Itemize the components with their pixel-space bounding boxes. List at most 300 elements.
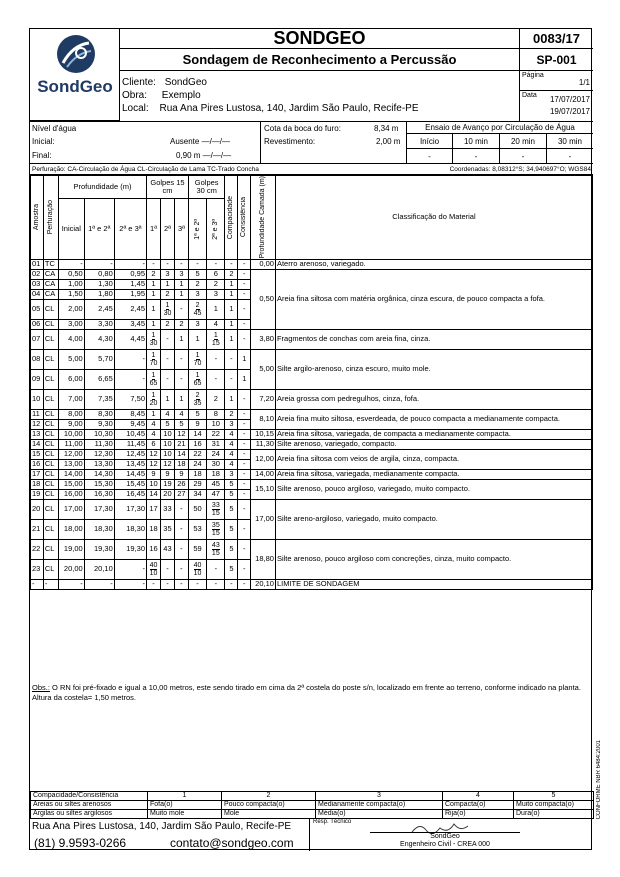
legend-cell: Fofa(o) <box>148 801 222 810</box>
table-cell: CL <box>43 369 58 389</box>
table-cell: - <box>114 559 146 579</box>
table-cell: 11,00 <box>58 439 84 449</box>
table-cell: 45 <box>207 479 225 489</box>
col-compacidade: Compacidade <box>225 176 238 260</box>
table-cell: - <box>160 329 174 349</box>
table-cell: 23 <box>31 559 44 579</box>
col-golpes-30: Golpes 30 cm <box>188 176 225 199</box>
col-golpes-15: Golpes 15 cm <box>147 176 189 199</box>
advance-val: - <box>407 149 453 164</box>
water-title: Nível d'água <box>32 124 77 133</box>
layer-depth: 0,50 <box>251 269 276 329</box>
col-inicial: Inicial <box>58 199 84 259</box>
cota-value: 8,34 m <box>374 124 399 133</box>
table-cell: CL <box>43 489 58 499</box>
fraction-value: $\frac{40}{10}$ <box>193 562 202 577</box>
col-perfuracao: Perfuração <box>43 176 58 260</box>
table-cell: 4,00 <box>58 329 84 349</box>
table-cell: 22 <box>31 539 44 559</box>
table-cell: 16,45 <box>114 489 146 499</box>
table-cell: 43 <box>160 539 174 559</box>
table-cell <box>188 559 206 579</box>
table-cell: 9 <box>174 469 188 479</box>
table-row <box>31 539 593 559</box>
fraction-value: $\frac{1}{70}$ <box>149 352 158 367</box>
table-cell: - <box>238 409 251 419</box>
table-cell: 2 <box>225 409 238 419</box>
table-cell: 18,30 <box>114 519 146 539</box>
table-cell: 22 <box>188 449 206 459</box>
table-cell: 20,10 <box>84 559 114 579</box>
fraction-value: $\frac{40}{10}$ <box>149 562 158 577</box>
table-cell: 15,45 <box>114 479 146 489</box>
table-cell: - <box>58 579 84 589</box>
table-cell: - <box>225 579 238 589</box>
obra-label: Obra: <box>122 90 148 101</box>
table-cell: 4 <box>207 319 225 329</box>
layer-description: Areia fina siltosa com veios de argila, cinza, compacta. <box>275 449 592 469</box>
table-cell: 2 <box>147 269 161 279</box>
table-cell: 03 <box>31 279 44 289</box>
table-cell: 4 <box>160 409 174 419</box>
table-cell: 08 <box>31 349 44 369</box>
table-cell <box>147 349 161 369</box>
layer-description: Silte arenoso, variegado, compacto. <box>275 439 592 449</box>
layer-depth: 14,00 <box>251 469 276 479</box>
table-cell: 18 <box>31 479 44 489</box>
table-cell: 1,95 <box>114 289 146 299</box>
layer-depth: 20,10 <box>251 579 276 589</box>
table-row <box>31 269 593 279</box>
advance-table <box>407 134 593 164</box>
table-cell: 1,80 <box>84 289 114 299</box>
table-cell: 14 <box>31 439 44 449</box>
table-cell: - <box>160 369 174 389</box>
report-sheet <box>29 28 592 850</box>
table-cell: 13,00 <box>58 459 84 469</box>
table-cell: 14 <box>147 489 161 499</box>
layer-description: Areia fina siltosa com matéria orgânica, cinza escura, de pouco compacta a fofa. <box>275 269 592 329</box>
table-cell: 5 <box>225 519 238 539</box>
table-cell: 02 <box>31 269 44 279</box>
table-cell: 14,45 <box>114 469 146 479</box>
table-cell: 29 <box>188 479 206 489</box>
table-cell <box>207 519 225 539</box>
table-cell: CA <box>43 289 58 299</box>
table-cell: CL <box>43 469 58 479</box>
table-cell: 14 <box>174 449 188 459</box>
table-row <box>31 449 593 459</box>
table-cell: - <box>238 259 251 269</box>
layer-depth: 5,00 <box>251 349 276 389</box>
obs-label: Obs.: <box>32 683 50 692</box>
table-cell <box>207 539 225 559</box>
table-cell: 5 <box>225 499 238 519</box>
local-row <box>122 103 419 114</box>
table-cell: 1 <box>147 279 161 289</box>
table-cell: 1,00 <box>58 279 84 289</box>
water-level-block <box>30 121 593 163</box>
rev-label: Revestimento: <box>264 137 316 146</box>
rev-value: 2,00 m <box>376 137 401 146</box>
legend-cell: Areias ou siltes arenosos <box>31 801 148 810</box>
table-cell: 1 <box>147 319 161 329</box>
layer-depth: 12,00 <box>251 449 276 469</box>
col-g23: 2ª e 3ª <box>207 199 225 259</box>
layer-description: Fragmentos de conchas com areia fina, cinza. <box>275 329 592 349</box>
table-cell: 16 <box>147 539 161 559</box>
page-label: Página <box>522 72 544 79</box>
table-cell: 9 <box>160 469 174 479</box>
table-cell: 13,45 <box>114 459 146 469</box>
table-cell: 9,30 <box>84 419 114 429</box>
obra-row <box>122 90 201 101</box>
table-cell: 4 <box>225 449 238 459</box>
fraction-value: $\frac{35}{15}$ <box>211 522 220 537</box>
table-cell: 06 <box>31 319 44 329</box>
table-cell: 04 <box>31 289 44 299</box>
table-row <box>31 259 593 269</box>
table-cell: 11,45 <box>114 439 146 449</box>
sign-name: SondGeo <box>430 833 460 840</box>
table-cell <box>147 559 161 579</box>
table-cell: 19 <box>160 479 174 489</box>
table-cell: 19,00 <box>58 539 84 559</box>
table-cell: 3 <box>225 419 238 429</box>
report-id: SP-001 <box>520 49 593 71</box>
table-cell: 11,30 <box>84 439 114 449</box>
layer-description: Areia fina siltosa, variegada, de compacta a medianamente compacta. <box>275 429 592 439</box>
obs-text: O RN foi pré-fixado e igual a 10,00 metros, este sendo tirado em cima da 2ª costela do poste s/n, localizado em frente ao terreno, conforme indicado na planta. Altura da costela= 1,50 metros. <box>32 683 581 702</box>
table-cell: - <box>207 579 225 589</box>
table-cell: 2,00 <box>58 299 84 319</box>
page-subtitle: Sondagem de Reconhecimento a Percussão <box>120 49 520 71</box>
table-cell: - <box>207 259 225 269</box>
legend-cell: Média(o) <box>316 810 443 819</box>
table-cell: 12,00 <box>58 449 84 459</box>
table-cell: CL <box>43 319 58 329</box>
table-cell: 16,00 <box>58 489 84 499</box>
legend-cell: Mole <box>222 810 316 819</box>
perforation-legend: Perfuração: CA-Circulação de Água CL-Circulação de Lama TC-Trado Concha <box>32 166 259 173</box>
table-cell: CL <box>43 559 58 579</box>
table-cell: CL <box>43 419 58 429</box>
table-row <box>31 329 593 349</box>
table-cell: - <box>238 519 251 539</box>
table-cell: - <box>188 259 206 269</box>
table-cell: 19,30 <box>114 539 146 559</box>
table-cell: - <box>84 259 114 269</box>
table-cell: 26 <box>174 479 188 489</box>
table-cell: 3 <box>160 269 174 279</box>
date-end: 19/07/2017 <box>549 107 590 116</box>
table-cell: 10 <box>160 439 174 449</box>
col-amostra: Amostra <box>31 176 44 260</box>
table-cell: - <box>31 579 44 589</box>
table-cell: CL <box>43 349 58 369</box>
water-final-value: 0,90 m —/—/— <box>176 151 232 160</box>
table-cell: 12,45 <box>114 449 146 459</box>
table-cell: 3 <box>207 289 225 299</box>
table-cell: 5 <box>225 489 238 499</box>
table-cell: - <box>160 579 174 589</box>
client-label: Cliente: <box>122 77 156 88</box>
table-cell: 5 <box>188 409 206 419</box>
layer-depth: 3,80 <box>251 329 276 349</box>
table-cell: 11 <box>31 409 44 419</box>
table-cell: 2 <box>225 269 238 279</box>
water-final-label: Final: <box>32 151 52 160</box>
legend-cell: Rija(o) <box>443 810 514 819</box>
table-cell: 5 <box>225 539 238 559</box>
table-cell: - <box>238 269 251 279</box>
table-cell: 16 <box>31 459 44 469</box>
table-cell: CL <box>43 539 58 559</box>
observations <box>30 683 593 703</box>
table-cell: 07 <box>31 329 44 349</box>
table-cell <box>188 389 206 409</box>
table-cell: 4 <box>147 429 161 439</box>
table-cell: 10 <box>160 449 174 459</box>
table-cell: 1 <box>225 299 238 319</box>
table-cell: - <box>58 259 84 269</box>
table-cell: 53 <box>188 519 206 539</box>
col-g3: 3ª <box>174 199 188 259</box>
client-value: SondGeo <box>164 77 207 88</box>
table-cell: - <box>238 539 251 559</box>
layer-description: Areia fina siltosa, variegada, medianamente compacta. <box>275 469 592 479</box>
table-cell: 2,45 <box>114 299 146 319</box>
table-cell: - <box>174 519 188 539</box>
table-cell: 6 <box>207 269 225 279</box>
advance-col-30: 30 min <box>547 134 593 149</box>
table-cell: 9,00 <box>58 419 84 429</box>
table-cell: 09 <box>31 369 44 389</box>
boring-log-body <box>31 259 593 589</box>
table-cell: 5,00 <box>58 349 84 369</box>
water-inicial-value: Ausente —/—/— <box>170 137 231 146</box>
table-cell: 35 <box>160 519 174 539</box>
table-cell: 13 <box>31 429 44 439</box>
page-value: 1/1 <box>578 78 590 87</box>
layer-depth: 15,10 <box>251 479 276 499</box>
legend-row-sand <box>31 801 594 810</box>
table-cell: 10 <box>31 389 44 409</box>
client-row <box>122 77 207 88</box>
table-cell: 5 <box>225 559 238 579</box>
legend-cell: 5 <box>514 792 594 801</box>
advance-col-10: 10 min <box>453 134 500 149</box>
table-cell: 1 <box>147 299 161 319</box>
table-row <box>31 499 593 519</box>
table-cell: - <box>238 489 251 499</box>
table-cell: 1 <box>174 289 188 299</box>
table-cell: 1 <box>147 289 161 299</box>
table-cell: 10,00 <box>58 429 84 439</box>
table-cell: 7,50 <box>114 389 146 409</box>
table-cell: 1 <box>188 329 206 349</box>
table-cell: 14,00 <box>58 469 84 479</box>
table-cell: 1 <box>225 329 238 349</box>
table-cell: 15,00 <box>58 479 84 489</box>
table-cell: - <box>238 429 251 439</box>
local-label: Local: <box>122 103 149 114</box>
table-cell: - <box>238 299 251 319</box>
table-cell: 1 <box>238 349 251 369</box>
table-cell <box>207 499 225 519</box>
table-cell: CL <box>43 409 58 419</box>
advance-val: - <box>453 149 500 164</box>
table-cell: 1 <box>174 389 188 409</box>
table-cell: 24 <box>188 459 206 469</box>
legend-cell: Compacidade/Consistência <box>31 792 148 801</box>
page-box <box>520 71 593 91</box>
table-cell: CL <box>43 439 58 449</box>
table-cell: 2,45 <box>84 299 114 319</box>
advance-title: Ensaio de Avanço por Circulação de Água <box>407 122 593 134</box>
fraction-value: $\frac{1}{15}$ <box>211 332 220 347</box>
table-cell: - <box>147 259 161 269</box>
table-cell: - <box>207 559 225 579</box>
legend-cell: 4 <box>443 792 514 801</box>
table-cell: 3,30 <box>84 319 114 329</box>
table-cell: 4,30 <box>84 329 114 349</box>
obra-value: Exemplo <box>161 90 201 101</box>
table-cell: 8,45 <box>114 409 146 419</box>
table-cell: 17,00 <box>58 499 84 519</box>
table-cell: 9,45 <box>114 419 146 429</box>
coordinates: Coordenadas: 8,08312°S; 34,940697°O; WGS84 <box>449 166 591 173</box>
col-p12: 1ª e 2ª <box>84 199 114 259</box>
layer-description: LIMITE DE SONDAGEM <box>275 579 592 589</box>
table-cell: 50 <box>188 499 206 519</box>
table-cell: CL <box>43 389 58 409</box>
table-cell: 18,30 <box>84 519 114 539</box>
table-cell: 18 <box>174 459 188 469</box>
col-classificacao: Classificação do Material <box>275 176 592 260</box>
table-cell: 14,30 <box>84 469 114 479</box>
table-cell: 27 <box>174 489 188 499</box>
table-cell: 18 <box>147 519 161 539</box>
table-cell: 10 <box>147 479 161 489</box>
table-cell: - <box>238 319 251 329</box>
table-row <box>31 439 593 449</box>
table-cell: - <box>225 369 238 389</box>
table-cell: 6,00 <box>58 369 84 389</box>
fraction-value: $\frac{1}{30}$ <box>163 302 172 317</box>
table-cell: - <box>160 349 174 369</box>
table-row <box>31 579 593 589</box>
table-cell: - <box>174 259 188 269</box>
table-cell: 12 <box>31 419 44 429</box>
table-cell: - <box>114 349 146 369</box>
layer-depth: 0,00 <box>251 259 276 269</box>
layer-description: Areia grossa com pedregulhos, cinza, fofa. <box>275 389 592 409</box>
table-cell: 0,50 <box>58 269 84 279</box>
table-cell: - <box>238 459 251 469</box>
table-row <box>31 479 593 489</box>
table-cell: 10,45 <box>114 429 146 439</box>
table-cell: 24 <box>207 449 225 459</box>
table-cell: 10 <box>207 419 225 429</box>
col-profundidade: Profundidade (m) <box>58 176 146 199</box>
layer-description: Silte arenoso, pouco argiloso com concreções, cinza, muito compacto. <box>275 539 592 579</box>
table-cell: 5 <box>174 419 188 429</box>
table-cell: 8 <box>207 409 225 419</box>
table-cell: CL <box>43 299 58 319</box>
table-cell: 05 <box>31 299 44 319</box>
table-cell: 1 <box>160 279 174 289</box>
col-g2: 2ª <box>160 199 174 259</box>
table-cell: 10,30 <box>84 429 114 439</box>
table-cell: 13,30 <box>84 459 114 469</box>
fraction-value: $\frac{1}{65}$ <box>193 372 202 387</box>
table-cell <box>188 349 206 369</box>
table-cell <box>160 299 174 319</box>
legend-cell: Compacta(o) <box>443 801 514 810</box>
table-cell: - <box>174 499 188 519</box>
table-cell: 3,00 <box>58 319 84 329</box>
legend-cell: 2 <box>222 792 316 801</box>
sign-role: Engenheiro Civil - CREA 000 <box>400 841 490 848</box>
layer-description: Silte areno-argiloso, variegado, muito compacto. <box>275 499 592 539</box>
date-start: 17/07/2017 <box>549 95 590 104</box>
table-cell: 1 <box>225 319 238 329</box>
layer-description: Silte arenoso, pouco argiloso, variegado, muito compacto. <box>275 479 592 499</box>
table-row <box>31 349 593 369</box>
table-row <box>31 389 593 409</box>
table-cell: - <box>174 539 188 559</box>
col-prof-camada: Profundidade Camada (m) <box>251 176 276 260</box>
table-cell: - <box>238 289 251 299</box>
table-cell: CA <box>43 269 58 279</box>
table-cell: - <box>114 259 146 269</box>
table-cell: CL <box>43 449 58 459</box>
table-cell: 2 <box>174 319 188 329</box>
table-cell: 12,30 <box>84 449 114 459</box>
layer-depth: 18,80 <box>251 539 276 579</box>
table-cell: 0,80 <box>84 269 114 279</box>
table-cell: 1,45 <box>114 279 146 289</box>
table-cell: 10 <box>160 429 174 439</box>
table-cell: - <box>114 369 146 389</box>
table-cell <box>147 369 161 389</box>
table-cell: - <box>114 579 146 589</box>
table-cell: 59 <box>188 539 206 559</box>
fraction-value: $\frac{1}{65}$ <box>149 372 158 387</box>
table-cell: 18,00 <box>58 519 84 539</box>
table-cell: 47 <box>207 489 225 499</box>
table-cell: CL <box>43 429 58 439</box>
table-cell: 18 <box>207 469 225 479</box>
legend-cell: 1 <box>148 792 222 801</box>
table-cell: - <box>238 419 251 429</box>
table-cell: 5 <box>225 479 238 489</box>
table-cell: - <box>84 579 114 589</box>
table-cell: 3 <box>188 319 206 329</box>
table-cell: - <box>160 259 174 269</box>
table-cell: 18 <box>188 469 206 479</box>
sondgeo-logo-icon <box>55 33 97 75</box>
table-cell: 21 <box>31 519 44 539</box>
table-cell: 15 <box>31 449 44 459</box>
layer-description: Areia fina muito siltosa, esverdeada, de pouco compacta a medianamente compacta. <box>275 409 592 429</box>
table-cell: 12 <box>160 459 174 469</box>
table-cell: 31 <box>207 439 225 449</box>
layer-depth: 11,30 <box>251 439 276 449</box>
table-cell: 4 <box>147 419 161 429</box>
legend-cell: 3 <box>316 792 443 801</box>
